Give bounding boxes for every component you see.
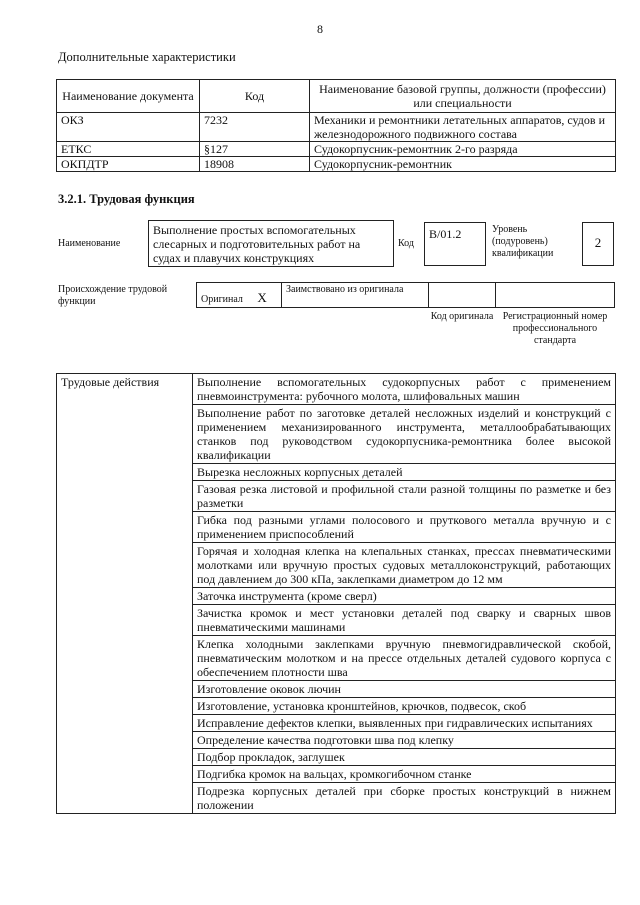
origin-label: Происхождение трудовой функции (58, 284, 168, 307)
labor-action-item: Определение качества подготовки шва под клепку (193, 732, 616, 749)
table-row (57, 374, 616, 405)
reg-number-caption: Регистрационный номер профессионального стандарта (502, 311, 608, 346)
labor-action-item: Подбор прокладок, заглушек (193, 749, 616, 766)
labor-action-item: Подрезка корпусных деталей при сборке простых конструкций в нижнем положении (193, 783, 616, 814)
name-label: Наименование (58, 238, 121, 249)
level-label: Уровень (подуровень) квалификации (492, 224, 554, 259)
function-name: Выполнение простых вспомогательных слесарных и подготовительных работ на судах и плавучих конструкциях (148, 220, 394, 267)
labor-action-item: Исправление дефектов клепки, выявленных при гидравлических испытаниях (193, 715, 616, 732)
section-title: 3.2.1. Трудовая функция (58, 192, 195, 206)
borrowed-label: Заимствовано из оригинала (286, 284, 404, 295)
labor-action-item: Горячая и холодная клепка на клепальных станках, прессах пневматическими молотками или вручную простых судовых металлоконструкций, работающих под давлением до 300 кПа, заклепками диаметром до 12 мм (193, 543, 616, 588)
code-original-caption: Код оригинала (430, 311, 494, 322)
labor-action-item: Гибка под разными углами полосового и пруткового металла вручную и с применением приспособлений (193, 512, 616, 543)
labor-action-item: Подгибка кромок на вальцах, кромкогибочном станке (193, 766, 616, 783)
row-name: Судокорпусник-ремонтник (310, 157, 616, 172)
table-header-row (57, 80, 616, 113)
labor-action-item: Вырезка несложных корпусных деталей (193, 464, 616, 481)
table-row (57, 157, 616, 172)
row-name: Механики и ремонтники летательных аппаратов, судов и железнодорожного подвижного состава (310, 113, 616, 142)
table-row (57, 142, 616, 157)
labor-action-item: Газовая резка листовой и профильной стали разной толщины по разметке и без разметки (193, 481, 616, 512)
row-code: 18908 (200, 157, 310, 172)
labor-actions-label: Трудовые действия (57, 374, 193, 814)
function-code: В/01.2 (424, 222, 486, 266)
labor-action-item: Изготовление оковок лючин (193, 681, 616, 698)
code-label: Код (398, 238, 414, 249)
row-doc: ОКПДТР (57, 157, 200, 172)
additional-table (56, 79, 616, 172)
original-mark: X (257, 290, 267, 305)
qualification-level: 2 (582, 222, 614, 266)
reg-number-cell (495, 282, 615, 308)
header-document: Наименование документа (57, 80, 200, 113)
row-doc: ОКЗ (57, 113, 200, 142)
labor-action-item: Заточка инструмента (кроме сверл) (193, 588, 616, 605)
row-name: Судокорпусник-ремонтник 2-го разряда (310, 142, 616, 157)
original-cell (196, 282, 282, 308)
header-code: Код (200, 80, 310, 113)
page-number: 8 (317, 22, 323, 36)
row-code: 7232 (200, 113, 310, 142)
code-original-cell (428, 282, 496, 308)
labor-action-item: Клепка холодными заклепками вручную пневмогидравлической скобой, пневматическим молотком и на прессе отдельных деталей судового корпуса с обеспечением плотности шва (193, 636, 616, 681)
header-group-name: Наименование базовой группы, должности (профессии) или специальности (310, 80, 616, 113)
table-row (57, 113, 616, 142)
labor-actions-table (56, 373, 616, 814)
row-doc: ЕТКС (57, 142, 200, 157)
labor-action-item: Изготовление, установка кронштейнов, крючков, подвесок, скоб (193, 698, 616, 715)
borrowed-cell (281, 282, 429, 308)
row-code: §127 (200, 142, 310, 157)
labor-action-item: Выполнение вспомогательных судокорпусных работ с применением пневмоинструмента: рубочного молота, шлифовальных машин (193, 374, 616, 405)
labor-action-item: Зачистка кромок и мест установки деталей под сварку и сварных швов пневматическими машинами (193, 605, 616, 636)
additional-heading: Дополнительные характеристики (58, 50, 236, 64)
original-label: Оригинал (201, 294, 243, 305)
labor-action-item: Выполнение работ по заготовке деталей несложных изделий и конструкций с применением механизированного инструмента, металлообрабатывающих станков под руководством судокорпусника-ремонтника более высокой квалификации (193, 405, 616, 464)
